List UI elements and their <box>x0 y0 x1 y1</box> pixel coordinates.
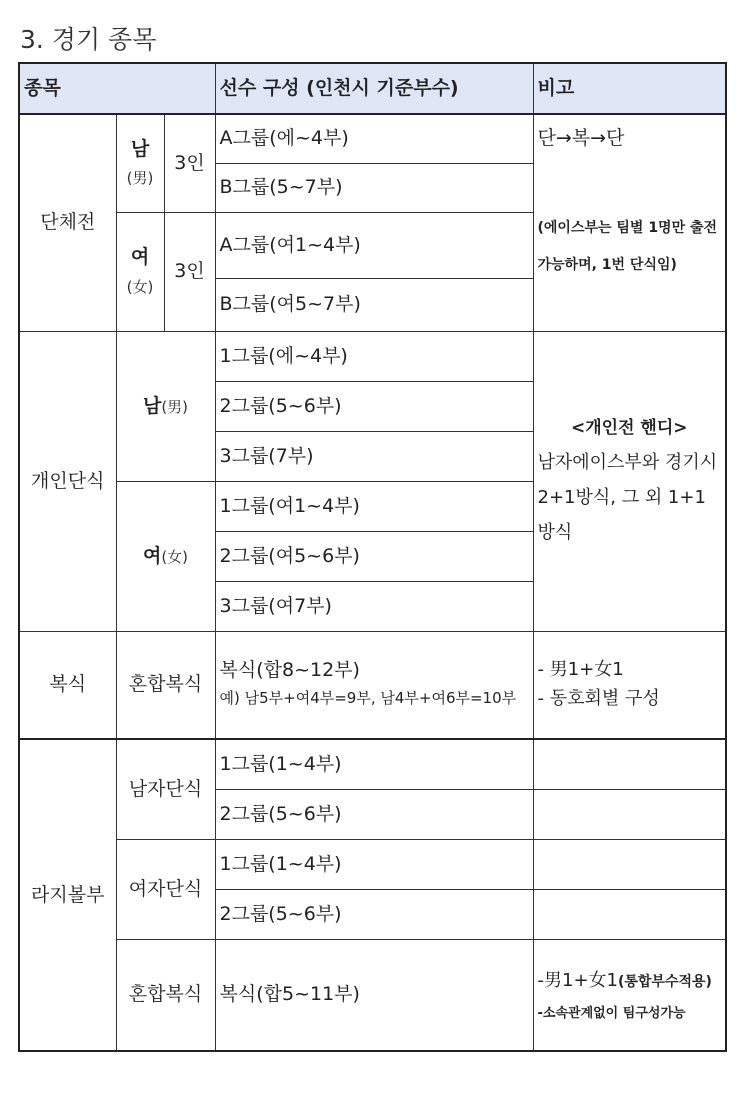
singles-men-hanja: (男) <box>161 397 189 416</box>
large-mixed-note1b: (통합부수적용) <box>617 974 712 991</box>
doubles-line2: 예) 남5부+여4부=9부, 남4부+여6부=10부 <box>219 689 517 708</box>
team-women-group-b: B그룹(여5~7부) <box>215 278 533 331</box>
doubles-note2: - 동호회별 구성 <box>537 687 660 709</box>
header-composition: 선수 구성 (인천시 기준부수) <box>215 63 533 114</box>
team-note-bottom: (에이스부는 팀별 1명만 출전가능하며, 1번 단식임) <box>533 163 726 331</box>
singles-note-body: 남자에이스부와 경기시 2+1방식, 그 외 1+1방식 <box>537 451 718 544</box>
table-row <box>19 739 726 789</box>
table-row <box>19 331 726 381</box>
large-mixed-note2: -소속관계없이 팀구성가능 <box>537 1006 686 1021</box>
large-mixed-note <box>533 939 726 1051</box>
table-row <box>19 114 726 163</box>
singles-women-label: 여 <box>142 544 162 567</box>
large-men-sub: 남자단식 <box>116 739 215 839</box>
category-team: 단체전 <box>19 114 116 331</box>
doubles-note1: - 男1+女1 <box>537 658 624 680</box>
singles-men-group-3: 3그룹(7부) <box>215 431 533 481</box>
team-note-top: 단→복→단 <box>533 114 726 163</box>
table-row <box>19 631 726 739</box>
header-event: 종목 <box>19 63 215 114</box>
large-men-note-2 <box>533 789 726 839</box>
large-women-sub: 여자단식 <box>116 839 215 939</box>
large-mixed-sub: 혼합복식 <box>116 939 215 1051</box>
category-large-ball: 라지볼부 <box>19 739 116 1051</box>
doubles-composition <box>215 631 533 739</box>
category-singles: 개인단식 <box>19 331 116 631</box>
large-women-group-1: 1그룹(1~4부) <box>215 839 533 889</box>
doubles-sub: 혼합복식 <box>116 631 215 739</box>
large-men-group-1: 1그룹(1~4부) <box>215 739 533 789</box>
team-men-label: 남 <box>130 137 150 160</box>
large-men-note-1 <box>533 739 726 789</box>
team-men-count: 3인 <box>164 114 215 212</box>
large-women-note-2 <box>533 889 726 939</box>
team-women-group-a: A그룹(여1~4부) <box>215 212 533 278</box>
events-table <box>18 62 727 1052</box>
category-doubles: 복식 <box>19 631 116 739</box>
large-women-group-2: 2그룹(5~6부) <box>215 889 533 939</box>
singles-note <box>533 331 726 631</box>
large-mixed-composition: 복식(합5~11부) <box>215 939 533 1051</box>
doubles-line1: 복식(합8~12부) <box>219 659 360 682</box>
table-row <box>19 939 726 1051</box>
singles-note-title: <개인전 핸디> <box>570 417 688 438</box>
team-men-sex <box>116 114 164 212</box>
table-header-row <box>19 63 726 114</box>
doubles-note <box>533 631 726 739</box>
singles-women-sex <box>116 481 215 631</box>
team-women-sex <box>116 212 164 331</box>
team-men-hanja: (男) <box>126 169 154 188</box>
singles-men-sex <box>116 331 215 481</box>
team-women-hanja: (女) <box>126 277 154 296</box>
singles-women-group-3: 3그룹(여7부) <box>215 581 533 631</box>
team-men-group-b: B그룹(5~7부) <box>215 163 533 212</box>
singles-men-label: 남 <box>142 394 162 417</box>
team-women-label: 여 <box>130 246 150 268</box>
team-women-count: 3인 <box>164 212 215 331</box>
singles-women-group-2: 2그룹(여5~6부) <box>215 531 533 581</box>
large-mixed-note1: -男1+女1 <box>537 970 618 992</box>
table-row <box>19 839 726 889</box>
singles-men-group-1: 1그룹(에~4부) <box>215 331 533 381</box>
section-title: 3. 경기 종목 <box>20 25 157 54</box>
large-men-group-2: 2그룹(5~6부) <box>215 789 533 839</box>
team-men-group-a: A그룹(에~4부) <box>215 114 533 163</box>
large-women-note-1 <box>533 839 726 889</box>
header-note: 비고 <box>533 63 726 114</box>
singles-women-hanja: (女) <box>161 547 189 566</box>
singles-men-group-2: 2그룹(5~6부) <box>215 381 533 431</box>
singles-women-group-1: 1그룹(여1~4부) <box>215 481 533 531</box>
